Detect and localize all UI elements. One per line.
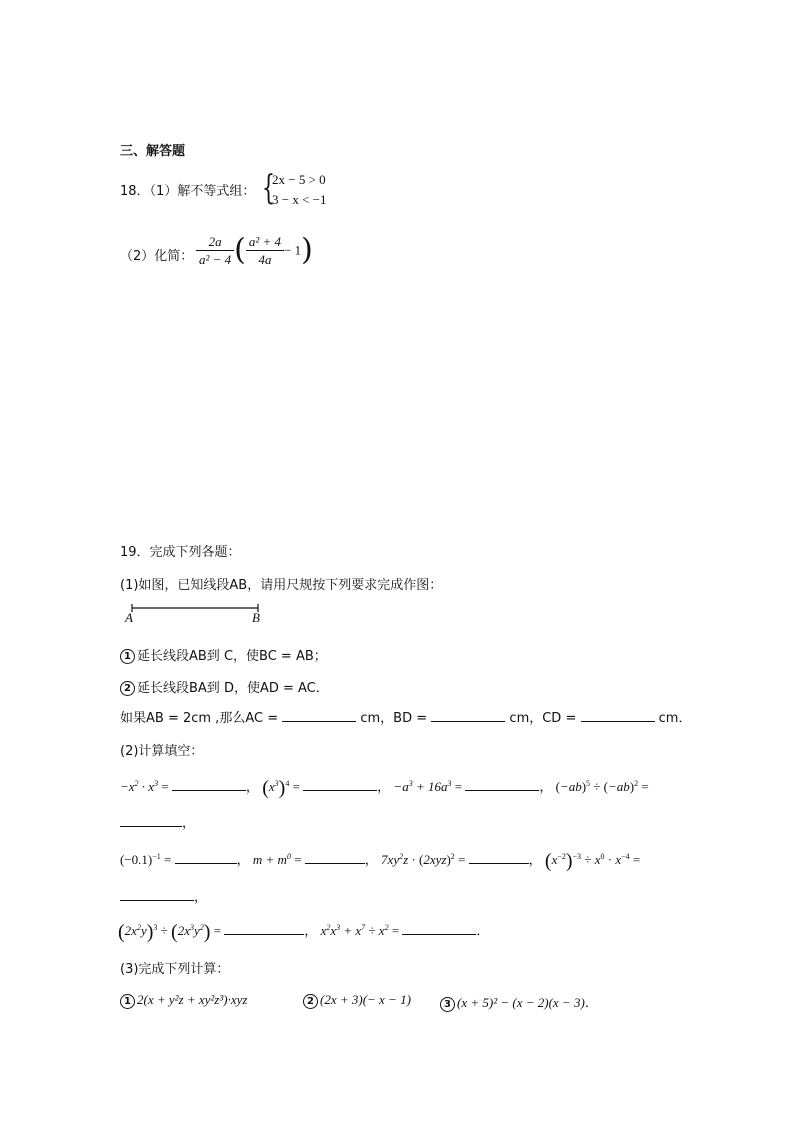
q19-part2-text: (2)计算填空： bbox=[120, 744, 204, 759]
blank-cd[interactable] bbox=[581, 709, 655, 722]
fraction-2-numerator: a² + 4 bbox=[246, 234, 284, 251]
q18-part1-label: （1）解不等式组： bbox=[149, 184, 256, 199]
inequality-system bbox=[262, 170, 327, 210]
q19-part3-text: (3)完成下列计算： bbox=[120, 962, 230, 977]
step-1: 1 延长线段AB到 C，使BC = AB； bbox=[120, 645, 327, 664]
fraction-1-denominator: a² − 4 bbox=[199, 252, 232, 267]
blank-7[interactable] bbox=[469, 851, 529, 864]
fraction-2 bbox=[246, 234, 284, 267]
inequality-line-2: 3 − x < −1 bbox=[272, 192, 327, 207]
blank-5[interactable] bbox=[175, 851, 237, 864]
q18-part2-label: （2）化简： bbox=[120, 249, 194, 264]
length-fill-line: 如果AB = 2cm ,那么AC = cm，BD = cm，CD = cm． bbox=[120, 711, 692, 726]
blank-8[interactable] bbox=[120, 888, 194, 901]
circle-number-3: 3 bbox=[440, 997, 455, 1012]
blank-1[interactable] bbox=[172, 778, 246, 791]
circle-number-1: 1 bbox=[120, 649, 135, 664]
fill-row-3: $(2x^2y)^3 \div (2x^3y^2)$ = ， $x^2x^3 + x^7 \div x^2$ = ． bbox=[118, 921, 490, 944]
brace-symbol: { bbox=[262, 168, 275, 208]
circle-number-2: 2 bbox=[120, 681, 135, 696]
q18-label: 18． bbox=[120, 184, 150, 199]
q18-part1 bbox=[120, 180, 255, 199]
fraction-1-numerator: 2a bbox=[196, 234, 234, 251]
segment-ab-figure bbox=[124, 600, 266, 628]
left-paren: ( bbox=[234, 232, 246, 268]
inequality-line-1: 2x − 5 > 0 bbox=[272, 172, 326, 187]
fill-row-1: $-x^2 \cdot x^3$ = ， $(x^3)^4$ = ， $-a^3 + 16a^3$ = ， $(-ab)^5 \div (-ab)^2$ = bbox=[120, 777, 649, 800]
blank-ac[interactable] bbox=[282, 709, 356, 722]
blank-4[interactable] bbox=[120, 814, 182, 827]
blank-9[interactable] bbox=[224, 922, 304, 935]
calc-item-1: 1 2(x + y²z + xy²z³)·xyz bbox=[120, 992, 247, 1009]
q19-label: 19．完成下列各题： bbox=[120, 545, 241, 560]
step-2: 2 延长线段BA到 D，使AD = AC． bbox=[120, 677, 329, 696]
blank-3[interactable] bbox=[465, 778, 539, 791]
point-b-label: B bbox=[252, 610, 260, 625]
blank-2[interactable] bbox=[303, 778, 377, 791]
fill-row-2: $(-0.1)^{-1}$ = ， $m + m^0$ = ， $7xy^2z \cdot (2xyz)^2$ = ， $(x^{-2})^{-3} \div x^0 \cdot x^{-4}$ = bbox=[120, 850, 641, 873]
fill-row-2-cont: ， bbox=[120, 886, 207, 905]
fill-row-1-cont: ， bbox=[120, 812, 195, 831]
simplify-expression bbox=[196, 234, 313, 267]
point-a-label: A bbox=[125, 610, 133, 625]
blank-bd[interactable] bbox=[431, 709, 505, 722]
blank-6[interactable] bbox=[305, 851, 365, 864]
fraction-tail: − 1 bbox=[284, 242, 302, 258]
section-title: 三、解答题 bbox=[120, 144, 186, 159]
fraction-1 bbox=[196, 234, 234, 267]
calc-item-2: 2 (2x + 3)(− x − 1) bbox=[303, 992, 411, 1009]
circle-number-2b: 2 bbox=[303, 994, 318, 1009]
circle-number-1b: 1 bbox=[120, 994, 135, 1009]
fraction-2-denominator: 4a bbox=[258, 252, 272, 267]
q19-part1-text: (1)如图，已知线段AB，请用尺规按下列要求完成作图： bbox=[120, 578, 443, 593]
blank-10[interactable] bbox=[402, 922, 476, 935]
right-paren: ) bbox=[301, 232, 313, 268]
calc-item-3: 3 (x + 5)² − (x − 2)(x − 3)． bbox=[440, 992, 598, 1012]
